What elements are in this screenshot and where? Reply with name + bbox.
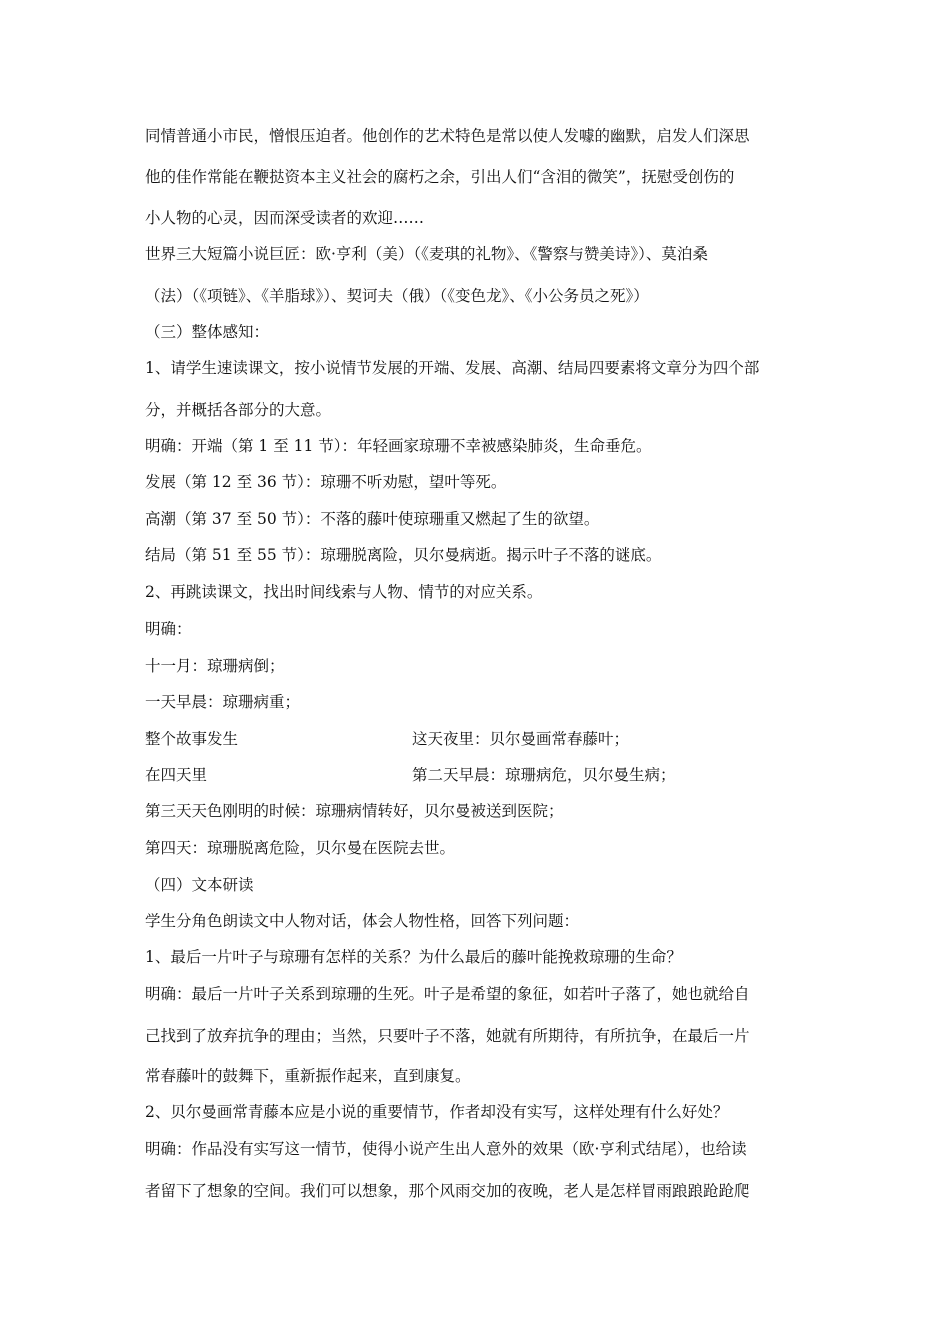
timeline-left-text: 整个故事发生 — [145, 730, 239, 748]
answer-line: 发展（第 12 至 36 节）：琼珊不听劝慰，望叶等死。 — [145, 473, 507, 491]
answer-line: 者留下了想象的空间。我们可以想象，那个风雨交加的夜晚，老人是怎样冒雨踉踉跄跄爬 — [145, 1182, 750, 1200]
timeline-line: 一天早晨：琼珊病重； — [145, 693, 301, 711]
question-line: 2、再跳读课文，找出时间线索与人物、情节的对应关系。 — [145, 583, 543, 601]
timeline-line: 十一月：琼珊病倒； — [145, 657, 285, 675]
answer-label: 明确： — [145, 620, 192, 638]
timeline-right-text: 这天夜里：贝尔曼画常春藤叶； — [412, 730, 630, 748]
paragraph-line: 他的佳作常能在鞭挞资本主义社会的腐朽之余，引出人们“含泪的微笑”，抚慰受创伤的 — [145, 168, 735, 186]
question-line: 分，并概括各部分的大意。 — [145, 401, 332, 419]
paragraph-line: 同情普通小市民，憎恨压迫者。他创作的艺术特色是常以使人发噱的幽默，启发人们深思 — [145, 127, 750, 145]
paragraph-line: 小人物的心灵，因而深受读者的欢迎…… — [145, 209, 425, 227]
answer-line: 结局（第 51 至 55 节）：琼珊脱离险，贝尔曼病逝。揭示叶子不落的谜底。 — [145, 546, 662, 564]
answer-line: 明确：作品没有实写这一情节，使得小说产生出人意外的效果（欧·亨利式结尾），也给读 — [145, 1140, 747, 1158]
timeline-right-text: 第二天早晨：琼珊病危，贝尔曼生病； — [412, 766, 676, 784]
paragraph-line: 世界三大短篇小说巨匠：欧·亨利（美）（《麦琪的礼物》、《警察与赞美诗》）、莫泊桑 — [145, 245, 708, 263]
timeline-line: 第四天：琼珊脱离危险，贝尔曼在医院去世。 — [145, 839, 456, 857]
timeline-line: 第三天天色刚明的时候：琼珊病情转好，贝尔曼被送到医院； — [145, 802, 564, 820]
answer-line: 常春藤叶的鼓舞下，重新振作起来，直到康复。 — [145, 1067, 471, 1085]
question-line: 1、请学生速读课文，按小说情节发展的开端、发展、高潮、结局四要素将文章分为四个部 — [145, 359, 760, 377]
question-line: 1、最后一片叶子与琼珊有怎样的关系？为什么最后的藤叶能挽救琼珊的生命？ — [145, 948, 682, 966]
section-heading: （三）整体感知： — [145, 323, 270, 341]
section-heading: （四）文本研读 — [145, 876, 254, 894]
paragraph-line: （法）（《项链》、《羊脂球》）、契诃夫（俄）（《变色龙》、《小公务员之死》） — [145, 287, 649, 305]
timeline-left-text: 在四天里 — [145, 766, 208, 784]
answer-line: 高潮（第 37 至 50 节）：不落的藤叶使琼珊重又燃起了生的欲望。 — [145, 510, 600, 528]
answer-line: 明确：开端（第 1 至 11 节）：年轻画家琼珊不幸被感染肺炎，生命垂危。 — [145, 437, 652, 455]
paragraph-line: 学生分角色朗读文中人物对话，体会人物性格，回答下列问题： — [145, 912, 580, 930]
answer-line: 己找到了放弃抗争的理由；当然，只要叶子不落，她就有所期待，有所抗争，在最后一片 — [145, 1027, 750, 1045]
question-line: 2、贝尔曼画常青藤本应是小说的重要情节，作者却没有实写，这样处理有什么好处？ — [145, 1103, 729, 1121]
answer-line: 明确：最后一片叶子关系到琼珊的生死。叶子是希望的象征，如若叶子落了，她也就给自 — [145, 985, 750, 1003]
